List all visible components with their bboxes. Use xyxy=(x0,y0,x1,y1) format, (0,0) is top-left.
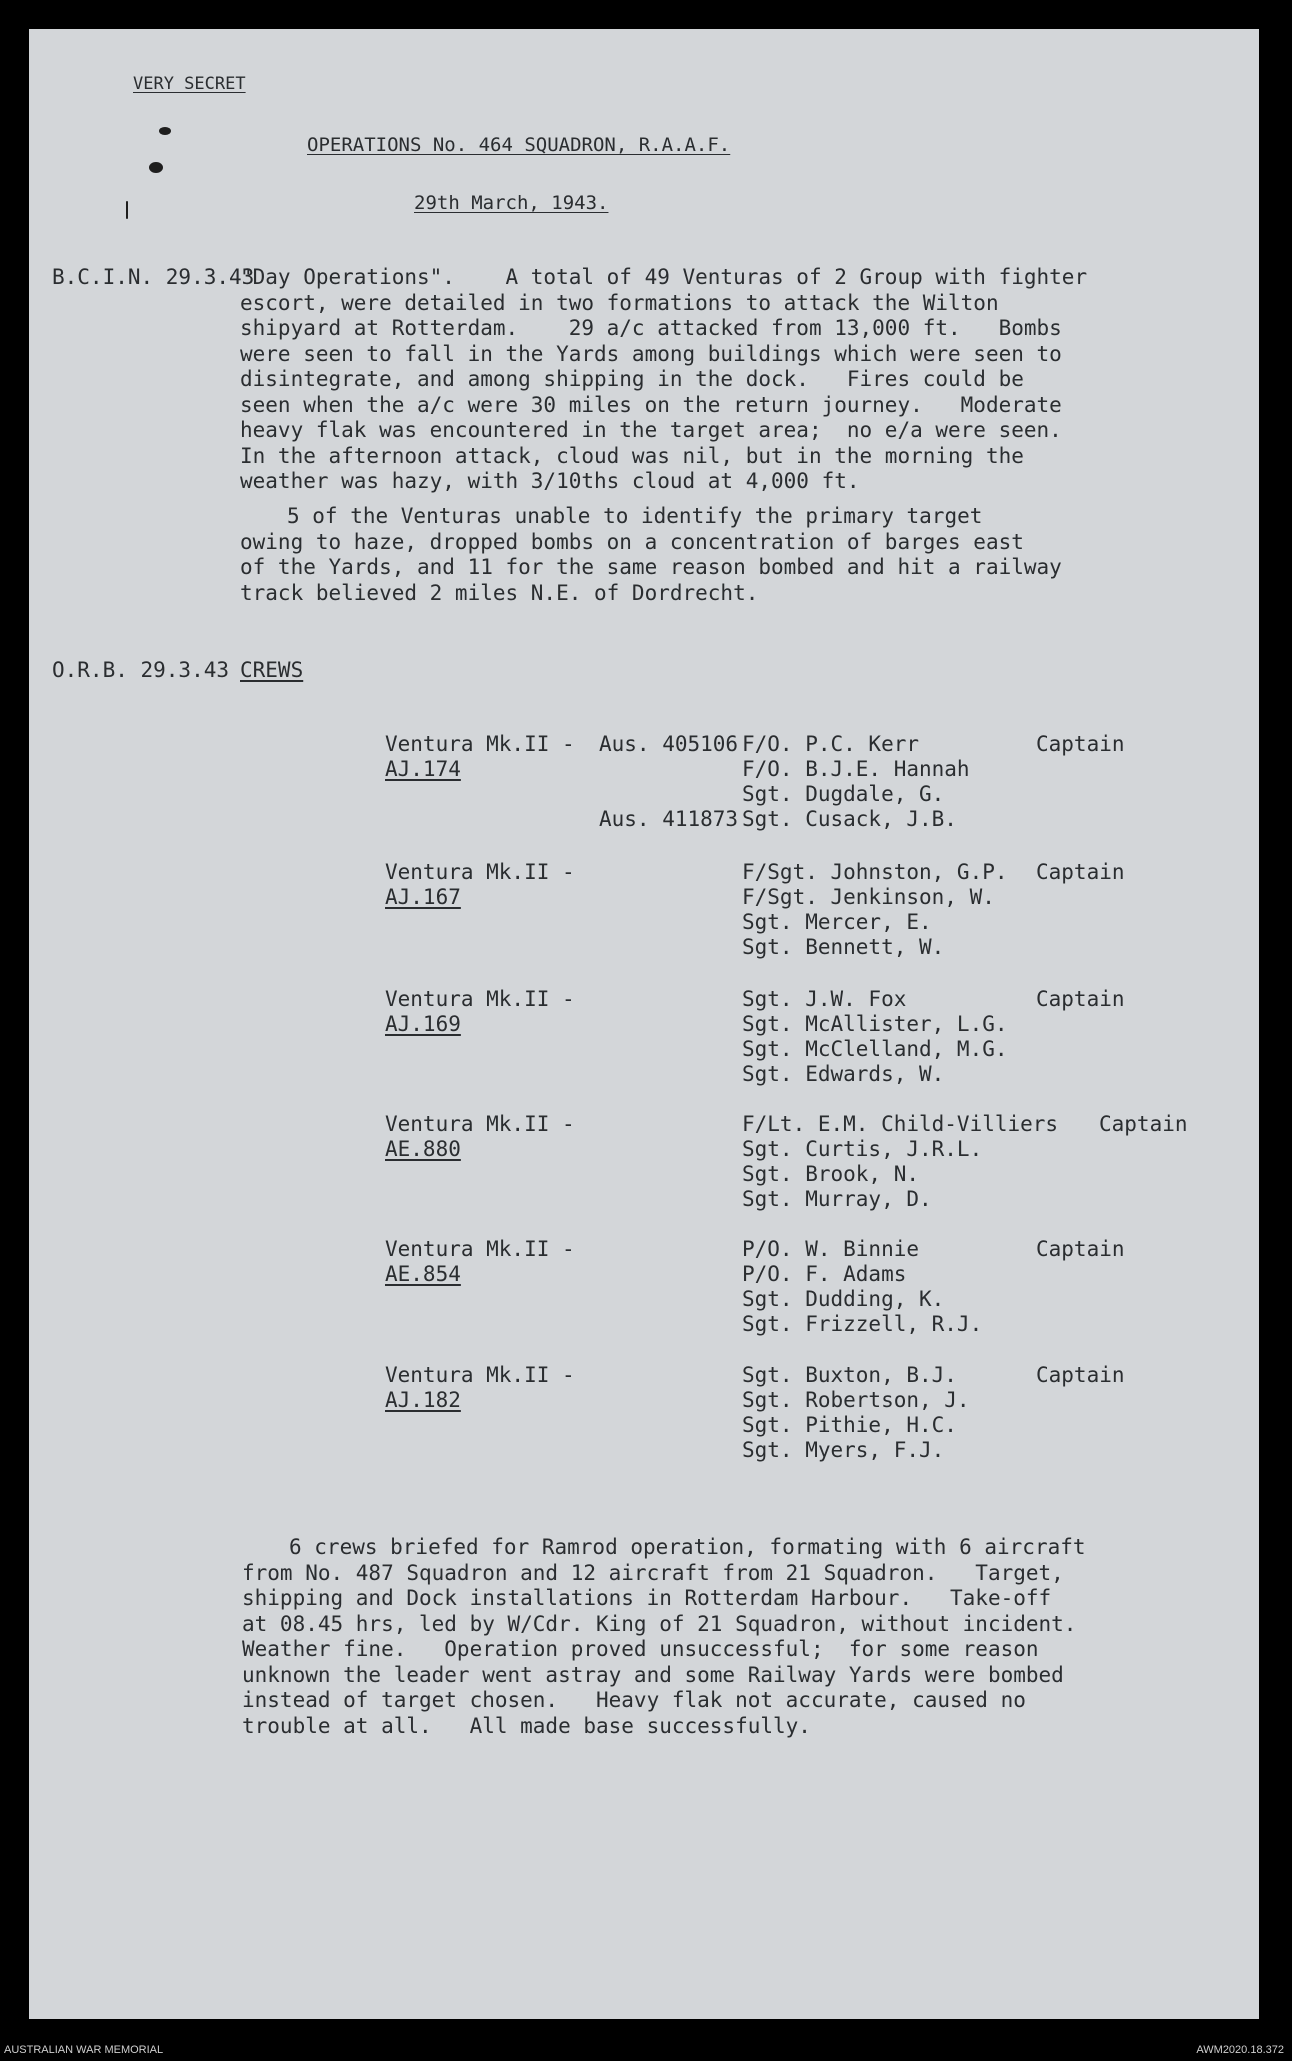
crew-role: Captain xyxy=(1036,860,1125,884)
crew-name: Sgt. Pithie, H.C. xyxy=(742,1413,957,1437)
aircraft-type: Ventura Mk.II - xyxy=(385,860,575,884)
crew-name: F/O. B.J.E. Hannah xyxy=(742,757,970,781)
service-number: Aus. 411873 xyxy=(599,807,739,831)
crew-role: Captain xyxy=(1036,1237,1125,1261)
crew-name: Sgt. Bennett, W. xyxy=(742,935,945,959)
section-heading: CREWS xyxy=(240,658,304,682)
crew-name: Sgt. Frizzell, R.J. xyxy=(742,1312,983,1336)
entry-paragraph xyxy=(240,265,1087,495)
paragraph-line: seen when the a/c were 30 miles on the return journey. Moderate xyxy=(240,392,1062,417)
ink-mark xyxy=(159,127,171,135)
crew-name: Sgt. McClelland, M.G. xyxy=(742,1037,1008,1061)
paragraph-line: shipping and Dock installations in Rotterdam Harbour. Take-off xyxy=(242,1586,1052,1610)
aircraft-serial: AJ.169 xyxy=(385,1012,461,1036)
crew-name: P/O. F. Adams xyxy=(742,1262,907,1286)
aircraft-serial: AJ.182 xyxy=(385,1388,461,1412)
paragraph-line: heavy flak was encountered in the target area; no e/a were seen. xyxy=(240,418,1062,442)
aircraft-type: Ventura Mk.II - xyxy=(385,1112,575,1136)
crew-name: Sgt. J.W. Fox xyxy=(742,987,907,1011)
aircraft-type: Ventura Mk.II - xyxy=(385,1237,575,1261)
crew-name: Sgt. Myers, F.J. xyxy=(742,1438,945,1462)
crew-role: Captain xyxy=(1036,987,1125,1011)
crew-name: F/Sgt. Johnston, G.P. xyxy=(742,860,1008,884)
paragraph-line: escort, were detailed in two formations to attack the Wilton xyxy=(240,290,999,315)
crew-name: Sgt. Dudding, K. xyxy=(742,1287,945,1311)
paragraph-line: at 08.45 hrs, led by W/Cdr. King of 21 Squadron, without incident. xyxy=(242,1611,1077,1636)
paragraph-line: 6 crews briefed for Ramrod operation, formating with 6 aircraft xyxy=(289,1535,1086,1559)
crew-role: Captain xyxy=(1036,1363,1125,1387)
closing-paragraph xyxy=(242,1535,1086,1739)
paragraph-line: owing to haze, dropped bombs on a concentration of barges east xyxy=(240,529,1024,554)
document-page xyxy=(29,29,1259,2019)
document-title: OPERATIONS No. 464 SQUADRON, R.A.A.F. xyxy=(307,134,731,156)
crew-name: P/O. W. Binnie xyxy=(742,1237,920,1261)
crew-name: Sgt. Buxton, B.J. xyxy=(742,1363,957,1387)
paragraph-line: 5 of the Venturas unable to identify the primary target xyxy=(287,504,983,528)
crew-name: Sgt. Cusack, J.B. xyxy=(742,807,957,831)
crew-name: F/Sgt. Jenkinson, W. xyxy=(742,885,995,909)
aircraft-serial: AE.854 xyxy=(385,1262,461,1286)
crew-role: Captain xyxy=(1036,732,1125,756)
footer-credit: AUSTRALIAN WAR MEMORIAL xyxy=(4,2044,164,2056)
aircraft-type: Ventura Mk.II - xyxy=(385,1363,575,1387)
paragraph-line: disintegrate, and among shipping in the dock. Fires could be xyxy=(240,367,1024,391)
document-date: 29th March, 1943. xyxy=(414,192,609,214)
crew-name: Sgt. Murray, D. xyxy=(742,1187,932,1211)
paragraph-line: "Day Operations". A total of 49 Venturas of 2 Group with fighter xyxy=(240,265,1088,289)
paragraph-line: trouble at all. All made base successfully. xyxy=(242,1713,811,1738)
crew-name: Sgt. Brook, N. xyxy=(742,1162,920,1186)
ink-mark xyxy=(149,162,163,173)
classification-marking: VERY SECRET xyxy=(133,74,246,94)
entry-reference: O.R.B. 29.3.43 xyxy=(52,658,230,682)
aircraft-serial: AJ.174 xyxy=(385,757,461,781)
paragraph-line: from No. 487 Squadron and 12 aircraft from 21 Squadron. Target, xyxy=(242,1560,1064,1585)
footer-accession-number: AWM2020.18.372 xyxy=(1196,2044,1284,2056)
paragraph-line: weather was hazy, with 3/10ths cloud at 4,000 ft. xyxy=(240,469,860,493)
crew-name: Sgt. Curtis, J.R.L. xyxy=(742,1137,983,1161)
ink-mark xyxy=(126,201,128,219)
crew-name: Sgt. Mercer, E. xyxy=(742,910,932,934)
paragraph-line: In the afternoon attack, cloud was nil, but in the morning the xyxy=(240,443,1024,468)
crew-name: F/O. P.C. Kerr xyxy=(742,732,920,756)
service-number: Aus. 405106 xyxy=(599,732,739,756)
crew-name: Sgt. Edwards, W. xyxy=(742,1062,945,1086)
aircraft-serial: AJ.167 xyxy=(385,885,461,909)
paragraph-line: track believed 2 miles N.E. of Dordrecht. xyxy=(240,580,759,605)
paragraph-line: were seen to fall in the Yards among buildings which were seen to xyxy=(240,341,1062,366)
paragraph-line: unknown the leader went astray and some Railway Yards were bombed xyxy=(242,1662,1064,1687)
crew-role: Captain xyxy=(1099,1112,1188,1136)
crew-name: Sgt. Robertson, J. xyxy=(742,1388,970,1412)
crew-name: F/Lt. E.M. Child-Villiers xyxy=(742,1112,1059,1136)
crew-name: Sgt. McAllister, L.G. xyxy=(742,1012,1008,1036)
crew-name: Sgt. Dugdale, G. xyxy=(742,782,945,806)
entry-reference: B.C.I.N. 29.3.43 xyxy=(52,265,255,289)
aircraft-type: Ventura Mk.II - xyxy=(385,987,575,1011)
aircraft-type: Ventura Mk.II - xyxy=(385,732,575,756)
entry-paragraph xyxy=(240,504,1062,606)
paragraph-line: instead of target chosen. Heavy flak not accurate, caused no xyxy=(242,1688,1026,1712)
paragraph-line: shipyard at Rotterdam. 29 a/c attacked from 13,000 ft. Bombs xyxy=(240,316,1062,340)
paragraph-line: Weather fine. Operation proved unsuccessful; for some reason xyxy=(242,1637,1039,1661)
aircraft-serial: AE.880 xyxy=(385,1137,461,1161)
paragraph-line: of the Yards, and 11 for the same reason bombed and hit a railway xyxy=(240,555,1062,579)
